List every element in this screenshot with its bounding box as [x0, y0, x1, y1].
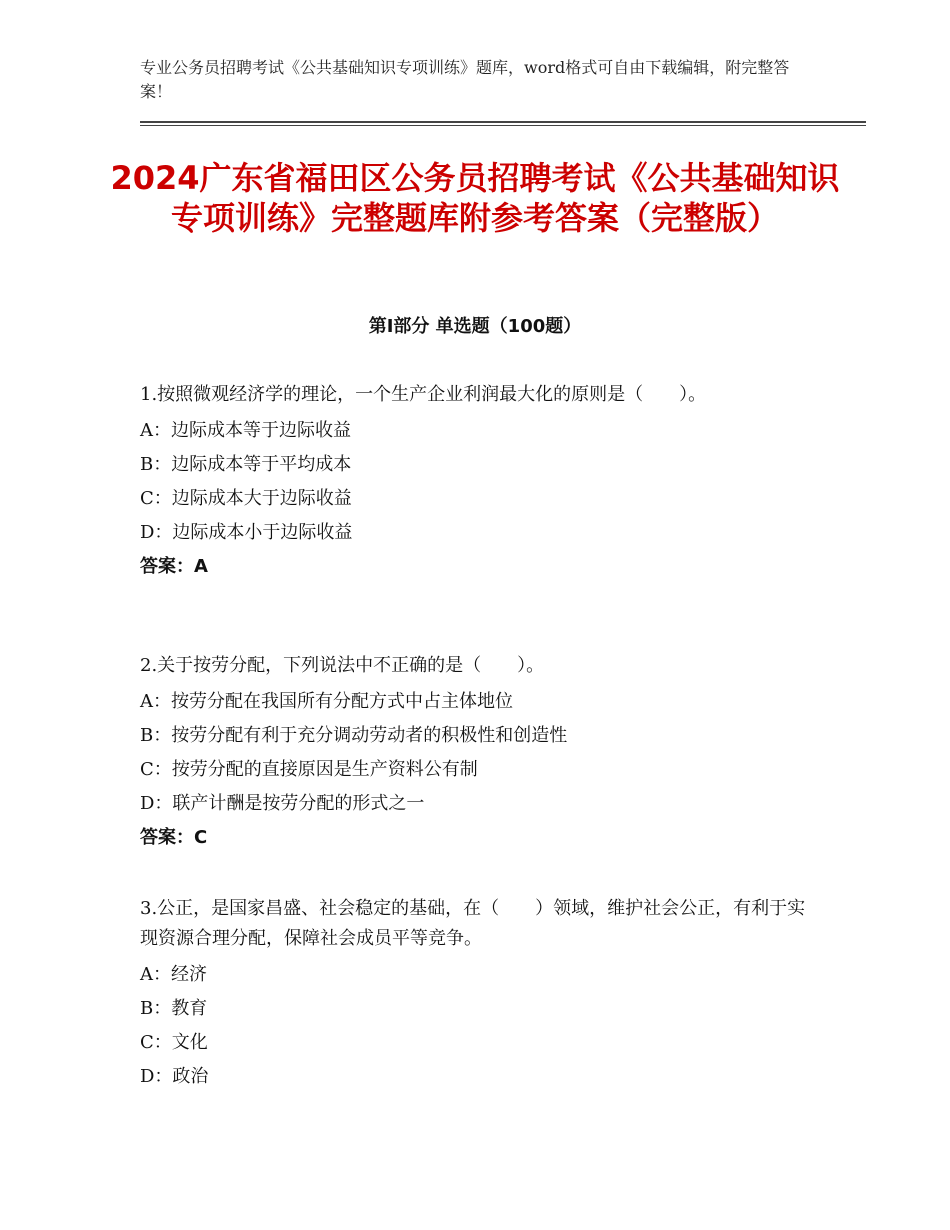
question-stem: 2.关于按劳分配，下列说法中不正确的是（ ）。 [140, 655, 545, 676]
option-a: A：边际成本等于边际收益 [140, 420, 351, 441]
document-title: 2024广东省福田区公务员招聘考试《公共基础知识专项训练》完整题库附参考答案（完整版） [110, 159, 840, 237]
option-d: D：政治 [140, 1066, 209, 1087]
header-divider-thin [140, 125, 866, 126]
question-3 [140, 894, 820, 1094]
answer: 答案：A [140, 556, 208, 577]
option-b: B：按劳分配有利于充分调动劳动者的积极性和创造性 [140, 725, 568, 746]
option-c: C：文化 [140, 1032, 208, 1053]
header-note: 专业公务员招聘考试《公共基础知识专项训练》题库，word格式可自由下载编辑，附完整答案！ [140, 58, 790, 101]
question-stem: 1.按照微观经济学的理论，一个生产企业利润最大化的原则是（ ）。 [140, 384, 707, 405]
option-b: B：边际成本等于平均成本 [140, 454, 352, 475]
option-a: A：经济 [140, 964, 207, 985]
option-c: C：边际成本大于边际收益 [140, 488, 352, 509]
question-2 [140, 651, 820, 855]
answer: 答案：C [140, 827, 208, 848]
option-b: B：教育 [140, 998, 208, 1019]
section-heading: 第Ⅰ部分 单选题（100题） [368, 316, 582, 337]
option-d: D：边际成本小于边际收益 [140, 522, 353, 543]
header-divider-thick [140, 121, 866, 123]
option-d: D：联产计酬是按劳分配的形式之一 [140, 793, 425, 814]
option-c: C：按劳分配的直接原因是生产资料公有制 [140, 759, 478, 780]
question-stem: 3.公正，是国家昌盛、社会稳定的基础，在（ ）领域，维护社会公正，有利于实现资源合理分配，保障社会成员平等竞争。 [140, 898, 806, 949]
option-a: A：按劳分配在我国所有分配方式中占主体地位 [140, 691, 513, 712]
question-1 [140, 380, 820, 584]
